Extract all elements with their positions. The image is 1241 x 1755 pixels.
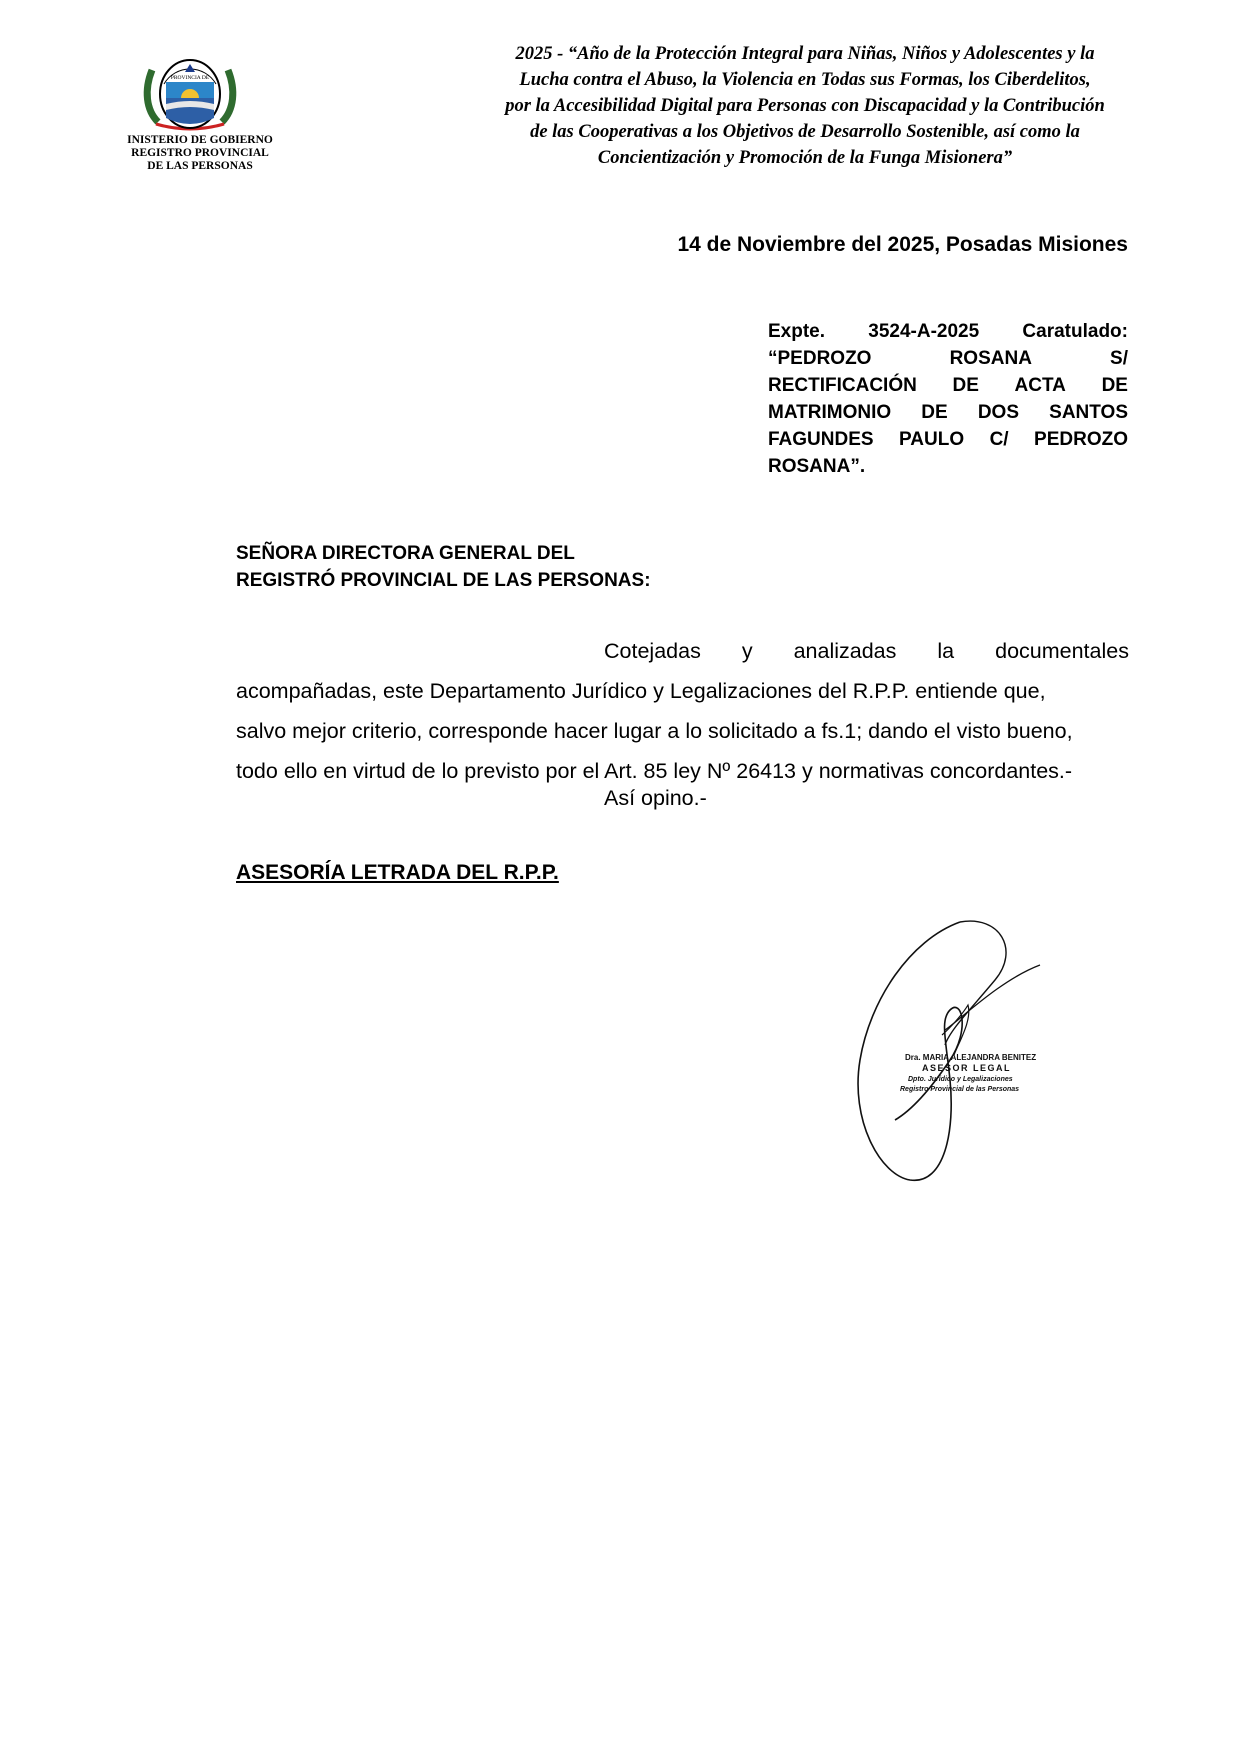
org-line-1: INISTERIO DE GOBIERNO [127,134,273,146]
body-word: documentales [995,639,1129,663]
case-line-4 [768,399,1128,426]
body-word: analizadas [793,639,897,663]
case-line-3 [768,372,1128,399]
case-word: Expte. [768,321,826,342]
case-line-6: ROSANA”. [768,456,866,477]
case-word: DE [952,375,979,396]
case-line-5 [768,426,1128,453]
department-signature-title: ASESORÍA LETRADA DEL R.P.P. [236,861,559,884]
svg-text:PROVINCIA DE: PROVINCIA DE [170,75,210,81]
case-word: SANTOS [1049,402,1128,423]
motto-line-3: por la Accesibilidad Digital para Personas con Discapacidad y la Contribución [505,96,1105,116]
handwritten-signature-icon [850,910,1070,1190]
body-word: y [741,639,753,663]
case-word: C/ [989,429,1009,450]
org-line-3: DE LAS PERSONAS [147,160,253,172]
case-word: DOS [977,402,1020,423]
motto-line-4: de las Cooperativas a los Objetivos de Desarrollo Sostenible, así como la [530,122,1080,142]
motto-line-1: 2025 - “Año de la Protección Integral para Niñas, Niños y Adolescentes y la [515,44,1095,64]
case-word: DE [921,402,948,423]
stamp-line-3: Dpto. Jurídico y Legalizaciones [908,1076,1013,1083]
stamp-line-4: Registro Provincial de las Personas [900,1086,1020,1093]
case-word: S/ [1110,348,1128,369]
case-word: ROSANA [949,348,1032,369]
body-line-1 [604,631,1129,671]
case-line-1 [768,318,1128,345]
issuing-organization [100,134,300,173]
body-line-3: salvo mejor criterio, corresponde hacer lugar a lo solicitado a fs.1; dando el visto bueno, [236,719,1073,743]
case-word: RECTIFICACIÓN [768,375,917,396]
stamp-line-2: ASESOR LEGAL [922,1063,1012,1073]
opinion-body [236,631,1129,791]
case-word: DE [1101,375,1128,396]
case-reference [768,318,1128,480]
addressee-line-1: SEÑORA DIRECTORA GENERAL DEL [236,543,575,564]
case-word: “PEDROZO [768,348,872,369]
stamp-line-1: Dra. MARIA ALEJANDRA BENITEZ [905,1053,1037,1062]
case-word: PAULO [899,429,965,450]
case-word: PEDROZO [1034,429,1128,450]
body-word: Cotejadas [604,639,701,663]
case-word: Caratulado: [1022,321,1128,342]
motto-line-2: Lucha contra el Abuso, la Violencia en Todas sus Formas, los Ciberdelitos, [519,70,1091,90]
case-word: MATRIMONIO [768,402,892,423]
body-line-2: acompañadas, este Departamento Jurídico y Legalizaciones del R.P.P. entiende que, [236,679,1046,703]
case-line-2 [768,345,1128,372]
case-number: 3524-A-2025 [868,321,980,342]
year-motto [440,41,1170,171]
org-line-2: REGISTRO PROVINCIAL [131,147,269,159]
case-word: FAGUNDES [768,429,874,450]
date-line: 14 de Noviembre del 2025, Posadas Misiones [677,233,1128,256]
case-word: ACTA [1014,375,1066,396]
addressee-line-2: REGISTRÓ PROVINCIAL DE LAS PERSONAS: [236,570,651,591]
closing-phrase: Así opino.- [604,786,707,810]
body-word: la [937,639,955,663]
body-line-4: todo ello en virtud de lo previsto por el Art. 85 ley Nº 26413 y normativas concordantes.- [236,759,1073,783]
provincial-seal-icon [140,52,240,132]
addressee [236,540,651,594]
motto-line-5: Concientización y Promoción de la Funga Misionera” [597,148,1013,168]
